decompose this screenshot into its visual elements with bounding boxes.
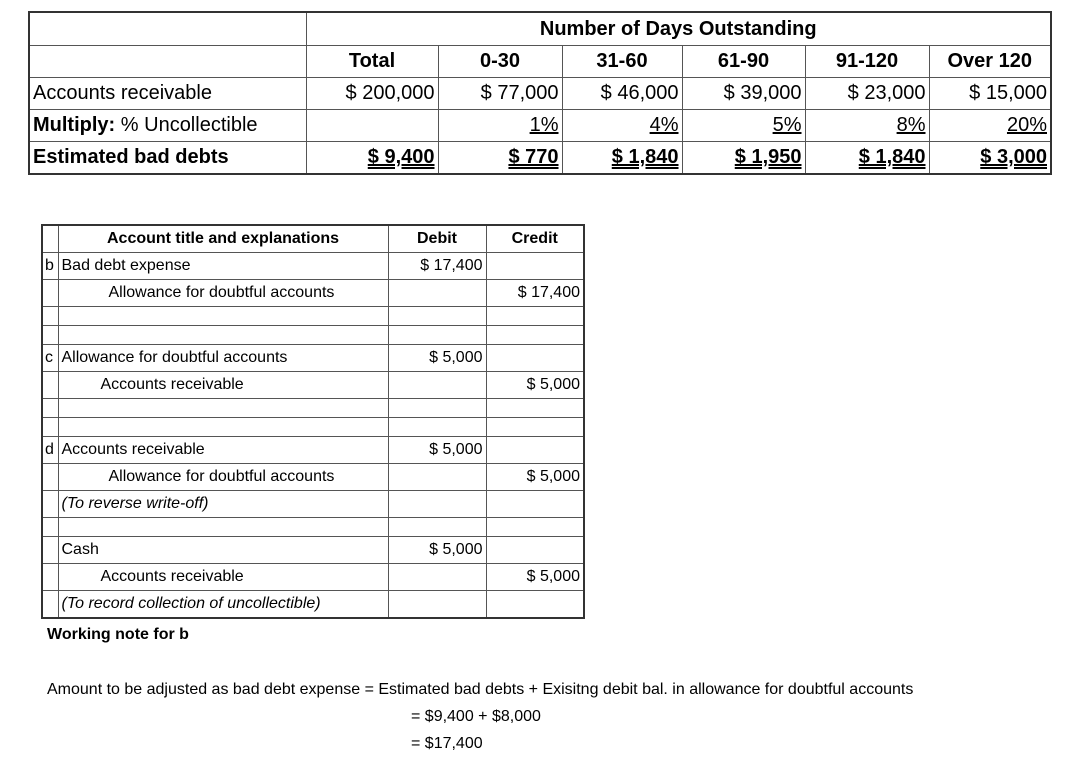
cell-value: $ 1,840	[805, 142, 929, 175]
working-note-substitution: = $9,400 + $8,000	[411, 708, 541, 725]
account-title: Bad debt expense	[58, 253, 388, 280]
column-header: Over 120	[929, 46, 1051, 78]
header-credit: Credit	[486, 225, 584, 253]
column-header: 31-60	[562, 46, 682, 78]
account-title: Allowance for doubtful accounts	[58, 464, 388, 491]
journal-spacer-row	[42, 307, 584, 326]
debit-amount	[388, 280, 486, 307]
cell-value: $ 46,000	[562, 78, 682, 110]
journal-entries-table	[41, 224, 585, 619]
aging-corner-cell	[29, 12, 306, 46]
debit-amount	[388, 564, 486, 591]
journal-row	[42, 372, 584, 399]
row-label: Accounts receivable	[29, 78, 306, 110]
column-header: 61-90	[682, 46, 805, 78]
credit-amount: $ 17,400	[486, 280, 584, 307]
header-debit: Debit	[388, 225, 486, 253]
cell-value: $ 1,950	[682, 142, 805, 175]
cell-value: $ 770	[438, 142, 562, 175]
journal-row	[42, 537, 584, 564]
account-title: Accounts receivable	[58, 372, 388, 399]
cell-value: $ 77,000	[438, 78, 562, 110]
entry-ref: b	[42, 253, 58, 280]
journal-spacer-row	[42, 518, 584, 537]
journal-row	[42, 437, 584, 464]
entry-memo: (To record collection of uncollectible)	[58, 591, 388, 619]
journal-row	[42, 280, 584, 307]
aging-column-header-row	[29, 46, 1051, 78]
cell-value: $ 15,000	[929, 78, 1051, 110]
entry-ref: c	[42, 345, 58, 372]
account-title: Accounts receivable	[58, 564, 388, 591]
cell-value: 8%	[805, 110, 929, 142]
entry-memo: (To reverse write-off)	[58, 491, 388, 518]
credit-amount: $ 5,000	[486, 564, 584, 591]
journal-spacer-row	[42, 418, 584, 437]
aging-row-estimated-bad-debts	[29, 142, 1051, 175]
cell-value: 20%	[929, 110, 1051, 142]
journal-row	[42, 464, 584, 491]
cell-value: 5%	[682, 110, 805, 142]
aging-title-row	[29, 12, 1051, 46]
journal-spacer-row	[42, 326, 584, 345]
debit-amount	[388, 464, 486, 491]
debit-amount	[388, 372, 486, 399]
credit-amount	[486, 253, 584, 280]
cell-value: $ 3,000	[929, 142, 1051, 175]
debit-amount: $ 5,000	[388, 345, 486, 372]
debit-amount: $ 5,000	[388, 437, 486, 464]
column-header: 91-120	[805, 46, 929, 78]
cell-value	[306, 110, 438, 142]
header-account: Account title and explanations	[58, 225, 388, 253]
cell-value: 1%	[438, 110, 562, 142]
cell-value: $ 39,000	[682, 78, 805, 110]
column-header: Total	[306, 46, 438, 78]
credit-amount	[486, 437, 584, 464]
working-note-result: = $17,400	[411, 735, 483, 752]
cell-value: $ 1,840	[562, 142, 682, 175]
journal-row	[42, 253, 584, 280]
entry-ref	[42, 537, 58, 564]
account-title: Allowance for doubtful accounts	[58, 280, 388, 307]
credit-amount: $ 5,000	[486, 464, 584, 491]
cell-value: 4%	[562, 110, 682, 142]
journal-memo-row	[42, 591, 584, 619]
debit-amount: $ 5,000	[388, 537, 486, 564]
cell-value: $ 200,000	[306, 78, 438, 110]
journal-header-row	[42, 225, 584, 253]
row-label-text: % Uncollectible	[120, 114, 258, 136]
journal-row	[42, 564, 584, 591]
aging-title: Number of Days Outstanding	[306, 12, 1051, 46]
working-note-title: Working note for b	[47, 626, 189, 643]
credit-amount	[486, 345, 584, 372]
debit-amount: $ 17,400	[388, 253, 486, 280]
credit-amount	[486, 537, 584, 564]
journal-spacer-row	[42, 399, 584, 418]
aging-row-accounts-receivable	[29, 78, 1051, 110]
row-label	[29, 110, 306, 142]
row-label: Estimated bad debts	[29, 142, 306, 175]
account-title: Cash	[58, 537, 388, 564]
aging-row-uncollectible-pct	[29, 110, 1051, 142]
row-label-prefix: Multiply:	[33, 114, 116, 136]
entry-ref: d	[42, 437, 58, 464]
journal-memo-row	[42, 491, 584, 518]
column-header: 0-30	[438, 46, 562, 78]
aging-schedule-table	[28, 11, 1052, 175]
account-title: Allowance for doubtful accounts	[58, 345, 388, 372]
cell-value: $ 9,400	[306, 142, 438, 175]
cell-value: $ 23,000	[805, 78, 929, 110]
journal-row	[42, 345, 584, 372]
working-note-formula: Amount to be adjusted as bad debt expense = Estimated bad debts + Exisitng debit bal. in allowance for doubtful accounts	[47, 681, 914, 698]
account-title: Accounts receivable	[58, 437, 388, 464]
credit-amount: $ 5,000	[486, 372, 584, 399]
